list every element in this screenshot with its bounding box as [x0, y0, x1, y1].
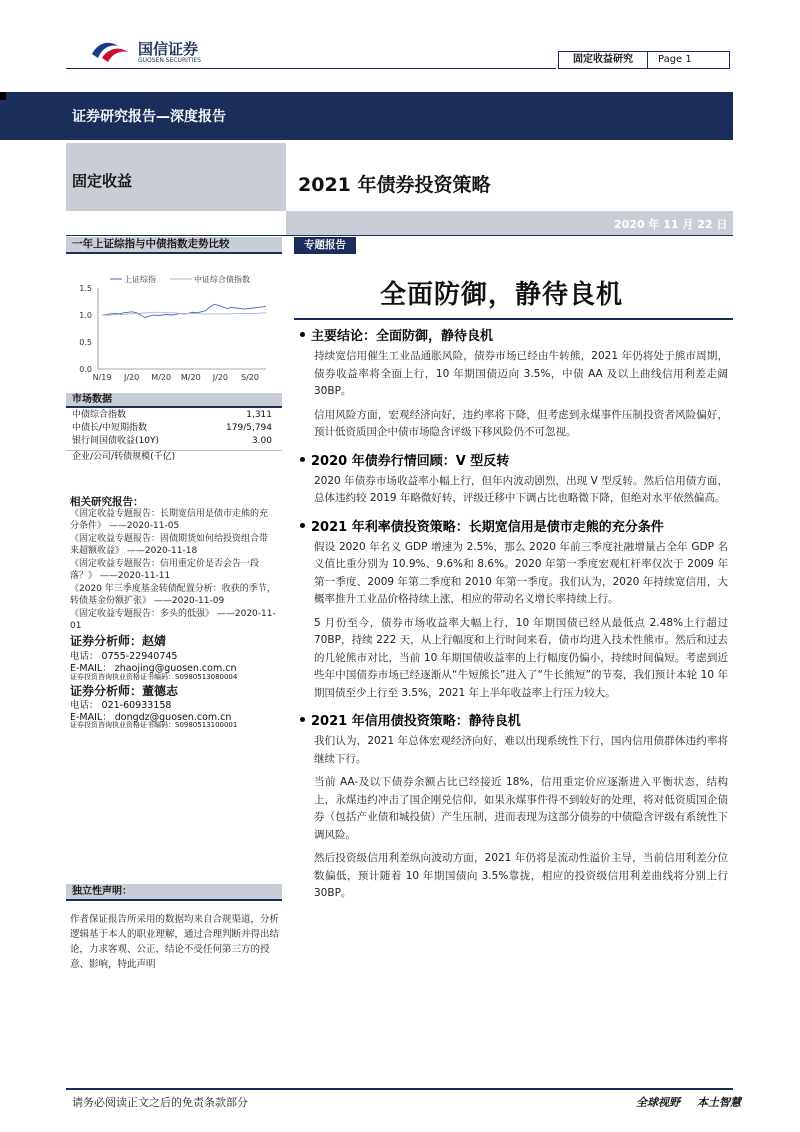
market-row	[66, 422, 282, 435]
market-label: 中债长/中短期指数	[72, 423, 148, 433]
bullet-icon	[300, 332, 305, 337]
section-paragraph: 我们认为，2021 年总体宏观经济向好，难以出现系统性下行，国内信用债群体违约率将继续下行。	[314, 735, 728, 765]
trend-chart	[66, 258, 282, 390]
related-list	[70, 508, 276, 632]
market-label: 银行间国债收益(10Y)	[72, 436, 159, 446]
market-title-bar	[66, 393, 282, 408]
market-row	[66, 435, 282, 448]
analyst2-email[interactable]: E-MAIL： dongdz@guosen.com.cn	[70, 712, 232, 723]
related-item[interactable]: 《固定收益专题报告：长期宽信用是债市走熊的充分条件》 ——2020-11-05	[70, 509, 269, 531]
market-table	[66, 409, 282, 463]
topic-tag: 专题报告	[294, 237, 356, 254]
banner-left-edge	[0, 92, 6, 100]
x-tick-label: J/20	[212, 373, 229, 382]
legend-label-sse: 上证综指	[124, 275, 156, 284]
analyst2-phone: 电话： 021-60933158	[70, 700, 172, 711]
market-label: 企业/公司/转债规模(千亿)	[72, 452, 176, 462]
y-tick-label: 1.5	[79, 284, 92, 293]
header-underline	[66, 68, 556, 69]
analyst2-cert: 证券投资咨询执业资格证书编码：S0980513100001	[70, 721, 238, 729]
section-paragraph: 然后投资级信用利差纵向波动方面，2021 年仍将是流动性溢价主导，当前信用利差分位数偏低，预计随着 10 年期国债向 3.5%靠拢，相应的投资级信用利差曲线将分别上行 30BP。	[314, 852, 728, 899]
section-heading: 2020 年债券行情回顾：V 型反转	[300, 450, 728, 469]
headline: 全面防御，静待良机	[380, 280, 624, 310]
y-tick-label: 0.0	[79, 365, 92, 374]
x-tick-label: J/20	[123, 373, 140, 382]
section-paragraph: 2020 年债券市场收益率小幅上行，但年内波动剧烈，出现 V 型反转。然后信用债方面，总体违约较 2019 年略微好转，评级迁移中下调占比也略微下降，但绝对水平依然偏高。	[314, 474, 728, 504]
report-type: 证券研究报告—深度报告	[72, 109, 226, 125]
section-heading: 主要结论：全面防御，静待良机	[300, 325, 728, 344]
bullet-icon	[300, 523, 305, 528]
guosen-logo-icon	[88, 36, 132, 66]
x-tick-label: S/20	[241, 373, 259, 382]
market-value: 3.00	[251, 436, 272, 446]
footer-slogan-1: 全球视野	[636, 1096, 680, 1109]
section-paragraph: 当前 AA-及以下债券余额占比已经接近 18%，信用重定价应逐渐进入平衡状态，结构上，永煤违约冲击了国企刚兑信仰，如果永煤事件得不到较好的处理，将对低资质国企债券（包括产业债和城投债）产生压制，进而表现为这部分债券的中债隐含评级有系统性下调风险。	[314, 776, 728, 841]
analyst1-phone: 电话： 0755-22940745	[70, 651, 178, 662]
related-item[interactable]: 《固定收益专题报告：信用重定价是否会告一段落？》 ——2020-11-11	[70, 559, 260, 581]
footer-slogan-2: 本土智慧	[697, 1096, 741, 1109]
section-paragraph: 持续宽信用催生工业品通胀风险，债券市场已经由牛转熊，2021 年仍将处于熊市周期，债券收益率将全面上行，10 年期国债迈向 3.5%，中债 AA 及以上曲线信用利差走阔 30BP。	[314, 350, 728, 397]
section-paragraph: 5 月份至今，债券市场收益率大幅上行，10 年期国债已经从最低点 2.48%上行超过 70BP，持续 222 天，从上行幅度和上行时间来看，债市均进入技术性熊市。然后和过去的几轮熊市对比，当前 10 年期国债收益率的上行幅度仍偏小，持续时间偏短。考虑到近些年中国债券市场已经逐渐从“牛短熊长”进入了“牛长熊短”的节奏，我们预计本轮 10 年期国债至少上行至 3.5%，2021 年上半年收益率上行压力较大。	[314, 616, 728, 699]
category-label: 固定收益研究	[558, 51, 648, 69]
main-body	[300, 325, 728, 903]
report-title: 2021 年债券投资策略	[298, 174, 491, 196]
footer-disclaimer[interactable]: 请务必阅读正文之后的免责条款部分	[72, 1096, 248, 1109]
bullet-icon	[300, 717, 305, 722]
market-value: 179/5,794	[226, 423, 272, 433]
y-axis	[98, 288, 266, 369]
market-label: 中债综合指数	[72, 410, 127, 420]
analyst1-title: 证券分析师：赵婧	[70, 634, 167, 648]
related-item[interactable]: 《固定收益专题报告：多头的低强》 ——2020-11-01	[70, 609, 276, 631]
section-heading: 2021 年利率债投资策略：长期宽信用是债市走熊的充分条件	[300, 516, 728, 535]
independence-title: 独立性声明：	[72, 886, 132, 897]
headline-rule	[294, 318, 733, 320]
section-paragraph: 假设 2020 年名义 GDP 增速为 2.5%，那么 2020 年前三季度社融增量占全年 GDP 名义值比重分别为 10.9%、9.6%和 8.6%。2020 年第一季度宏观杠杆率仅次于 2009 年第一季度、2009 年第二季度和 2010 年第一季度。我们认为，2020 年持续宽信用，大概率推升工业品价格持续上涨，相应的带动名义增长率持续上行。	[314, 540, 728, 605]
banner-bottom-line	[66, 235, 733, 236]
market-row	[66, 409, 282, 422]
bullet-icon	[300, 457, 305, 462]
related-item[interactable]: 《2020 年三季度基金转债配置分析：收获的季节，转债基金份额扩张》 ——2020-11-09	[70, 584, 276, 606]
analyst1-cert: 证券投资咨询执业资格证书编码：S0980513080004	[70, 673, 238, 681]
chart-title-bar	[66, 237, 282, 254]
related-item[interactable]: 《固定收益专题报告：固债期货如何给投资组合带来超额收益》 ——2020-11-18	[70, 534, 269, 556]
x-tick-label: M/20	[151, 373, 172, 382]
y-tick-label: 0.5	[79, 338, 92, 347]
market-title: 市场数据	[72, 394, 112, 405]
section-paragraph: 信用风险方面，宏观经济向好，违约率将下降，但考虑到永煤事件压制投资者风险偏好，预计低资质国企中债市场隐含评级下移风险仍不可忽视。	[314, 408, 728, 438]
market-row	[66, 450, 282, 463]
analyst2-title: 证券分析师：董德志	[70, 684, 179, 698]
report-date: 2020 年 11 月 22 日	[614, 218, 728, 231]
logo-cn: 国信证券	[138, 40, 199, 58]
section-heading: 2021 年信用债投资策略：静待良机	[300, 710, 728, 729]
x-tick-label: N/19	[92, 373, 112, 382]
y-tick-label: 1.0	[79, 311, 92, 320]
market-value: 1,311	[246, 410, 272, 420]
logo	[88, 36, 218, 68]
series-line-sse	[102, 304, 266, 318]
chart-title: 一年上证综指与中债指数走势比较	[72, 238, 230, 250]
related-title: 相关研究报告：	[70, 496, 144, 508]
logo-en: GUOSEN SECURITIES	[138, 57, 201, 64]
footer-rule	[66, 1088, 733, 1090]
page-label: Page 1	[648, 51, 730, 69]
x-tick-label: M/20	[180, 373, 201, 382]
independence-title-bar	[66, 884, 282, 901]
independence-text: 作者保证报告所采用的数据均来自合规渠道，分析逻辑基于本人的职业理解，通过合理判断并得出结论，力求客观、公正，结论不受任何第三方的授意、影响，特此声明	[70, 914, 280, 970]
analyst1-email[interactable]: E-MAIL： zhaojing@guosen.com.cn	[70, 663, 237, 674]
legend-label-bond: 中证综合债指数	[194, 275, 250, 284]
sector-label: 固定收益	[72, 172, 133, 190]
